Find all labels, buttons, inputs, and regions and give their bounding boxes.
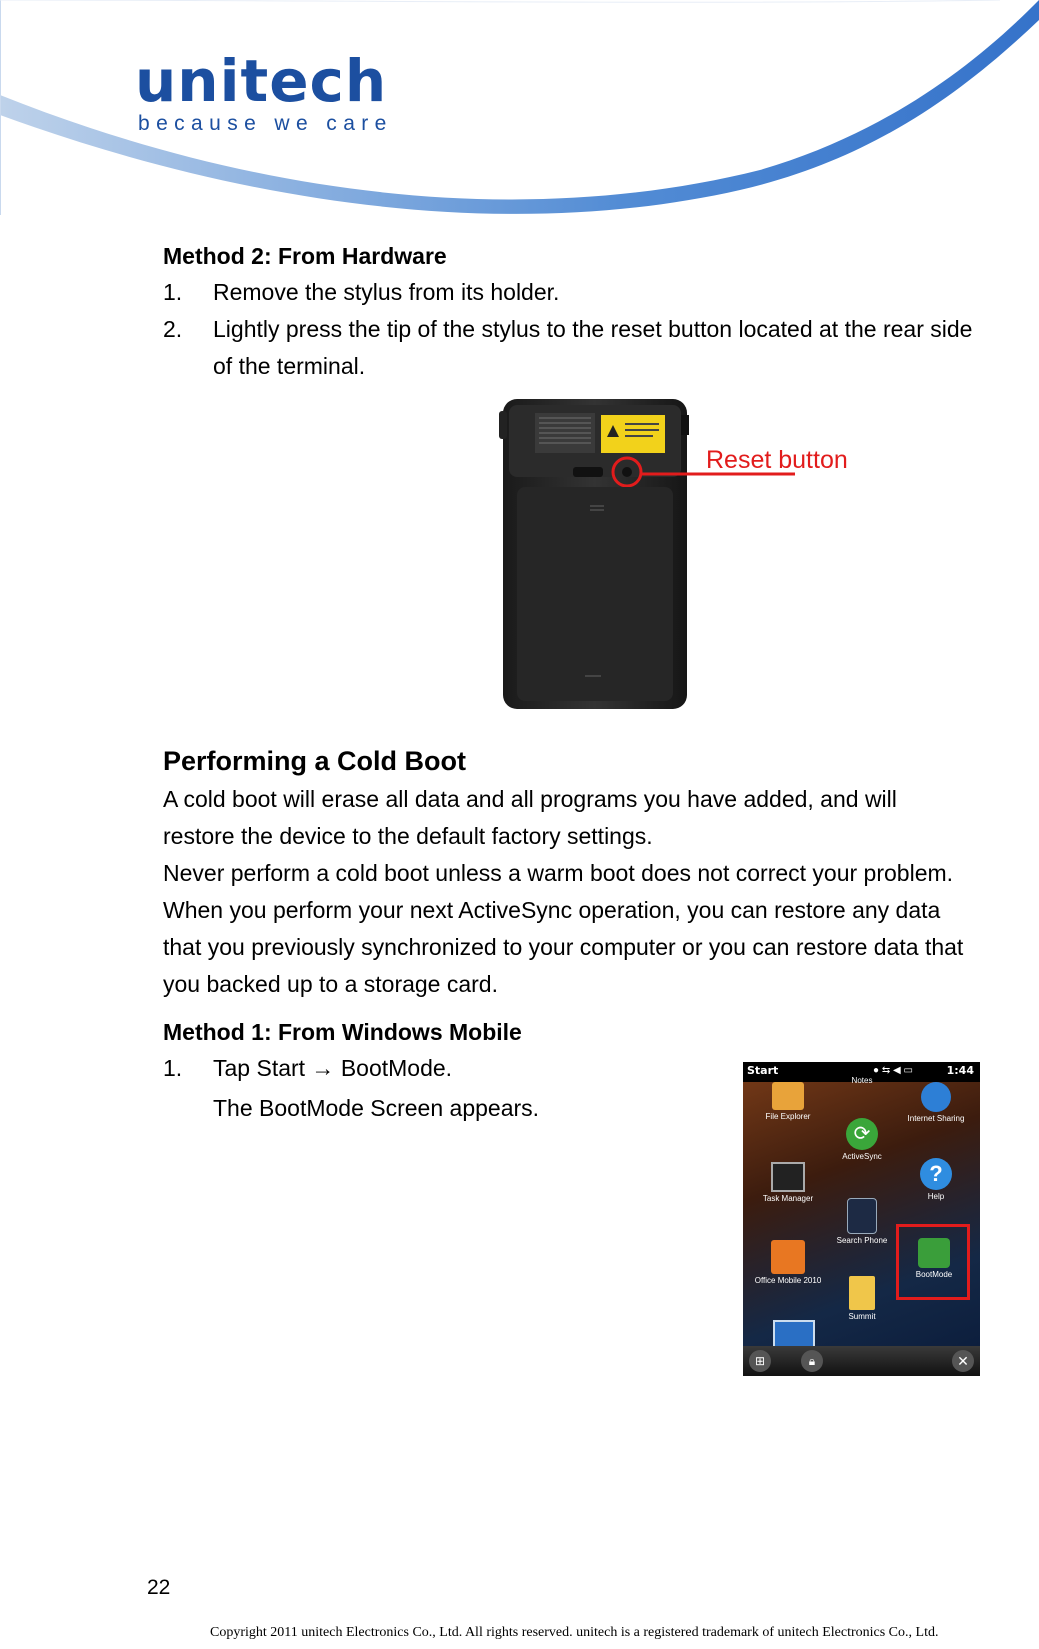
summit-app[interactable] <box>831 1276 893 1321</box>
lock-icon[interactable]: 🔒︎ <box>801 1350 823 1372</box>
notes-app[interactable] <box>836 1076 888 1085</box>
method2-heading: Method 2: From Hardware <box>163 243 447 269</box>
search-phone-app[interactable] <box>827 1198 897 1245</box>
bottom-bar <box>743 1346 980 1376</box>
device-rear-image <box>495 395 725 715</box>
folder-icon <box>849 1276 875 1310</box>
paragraph-line: you backed up to a storage card. <box>163 971 498 997</box>
activesync-app[interactable] <box>831 1118 893 1161</box>
folder-icon <box>772 1082 804 1110</box>
app-label: Notes <box>851 1076 873 1085</box>
app-label: File Explorer <box>765 1112 811 1121</box>
windows-start-icon[interactable]: ⊞ <box>749 1350 771 1372</box>
file-explorer-app[interactable] <box>753 1082 823 1121</box>
app-label: Internet Sharing <box>907 1114 965 1123</box>
app-label: ActiveSync <box>842 1152 882 1161</box>
search-phone-icon <box>847 1198 877 1234</box>
app-label: BootMode <box>915 1270 953 1279</box>
method1-heading: Method 1: From Windows Mobile <box>163 1019 522 1045</box>
copyright-notice: Copyright 2011 unitech Electronics Co., Ltd. All rights reserved. unitech is a registered trademark of unitech Electronics Co., Ltd. <box>210 1625 939 1640</box>
help-app[interactable] <box>901 1158 971 1201</box>
paragraph-line: that you previously synchronized to your computer or you can restore data that <box>163 934 964 960</box>
app-label: Help <box>927 1192 945 1201</box>
task-manager-app[interactable] <box>753 1162 823 1203</box>
windows-mobile-screen <box>743 1062 980 1376</box>
start-label[interactable]: Start <box>747 1064 779 1077</box>
paragraph-line: restore the device to the default factory settings. <box>163 823 653 849</box>
page-number: 22 <box>147 1576 171 1599</box>
step-text-line2: of the terminal. <box>213 353 366 379</box>
unitech-logo <box>135 47 393 136</box>
step-text: Tap Start → BootMode. <box>213 1055 453 1081</box>
cold-boot-paragraph <box>163 781 963 1003</box>
app-label: Search Phone <box>836 1236 888 1245</box>
sync-icon: ⟳ <box>846 1118 878 1150</box>
bootmode-icon <box>918 1238 950 1268</box>
paragraph-line: Never perform a cold boot unless a warm boot does not correct your problem. <box>163 860 954 886</box>
internet-sharing-app[interactable] <box>896 1082 976 1123</box>
logo-word: unitech <box>135 47 388 115</box>
status-icons: ● ⇆ ◀ ▭ <box>873 1065 913 1076</box>
office-icon <box>771 1240 805 1274</box>
close-icon[interactable]: ✕ <box>952 1350 974 1372</box>
step-number: 2. <box>163 316 183 342</box>
help-icon: ? <box>920 1158 952 1190</box>
logo-tagline: because we care <box>138 112 393 135</box>
office-mobile-app[interactable] <box>747 1240 829 1285</box>
step-number: 1. <box>163 279 183 305</box>
paragraph-line: When you perform your next ActiveSync operation, you can restore any data <box>163 897 941 923</box>
monitor-icon <box>771 1162 805 1192</box>
step-subtext: The BootMode Screen appears. <box>213 1095 540 1121</box>
clock: 1:44 <box>946 1064 974 1077</box>
app-label: Task Manager <box>762 1194 814 1203</box>
globe-icon <box>921 1082 951 1112</box>
app-label: Summit <box>848 1312 876 1321</box>
step-number: 1. <box>163 1055 183 1081</box>
app-label: Office Mobile 2010 <box>754 1276 822 1285</box>
cold-boot-heading: Performing a Cold Boot <box>163 746 466 776</box>
step-text-line1: Lightly press the tip of the stylus to the reset button located at the rear side <box>213 316 973 342</box>
bootmode-app[interactable] <box>899 1238 969 1279</box>
reset-button-label: Reset button <box>706 446 848 474</box>
paragraph-line: A cold boot will erase all data and all programs you have added, and will <box>163 786 897 812</box>
step-text: Remove the stylus from its holder. <box>213 279 560 305</box>
